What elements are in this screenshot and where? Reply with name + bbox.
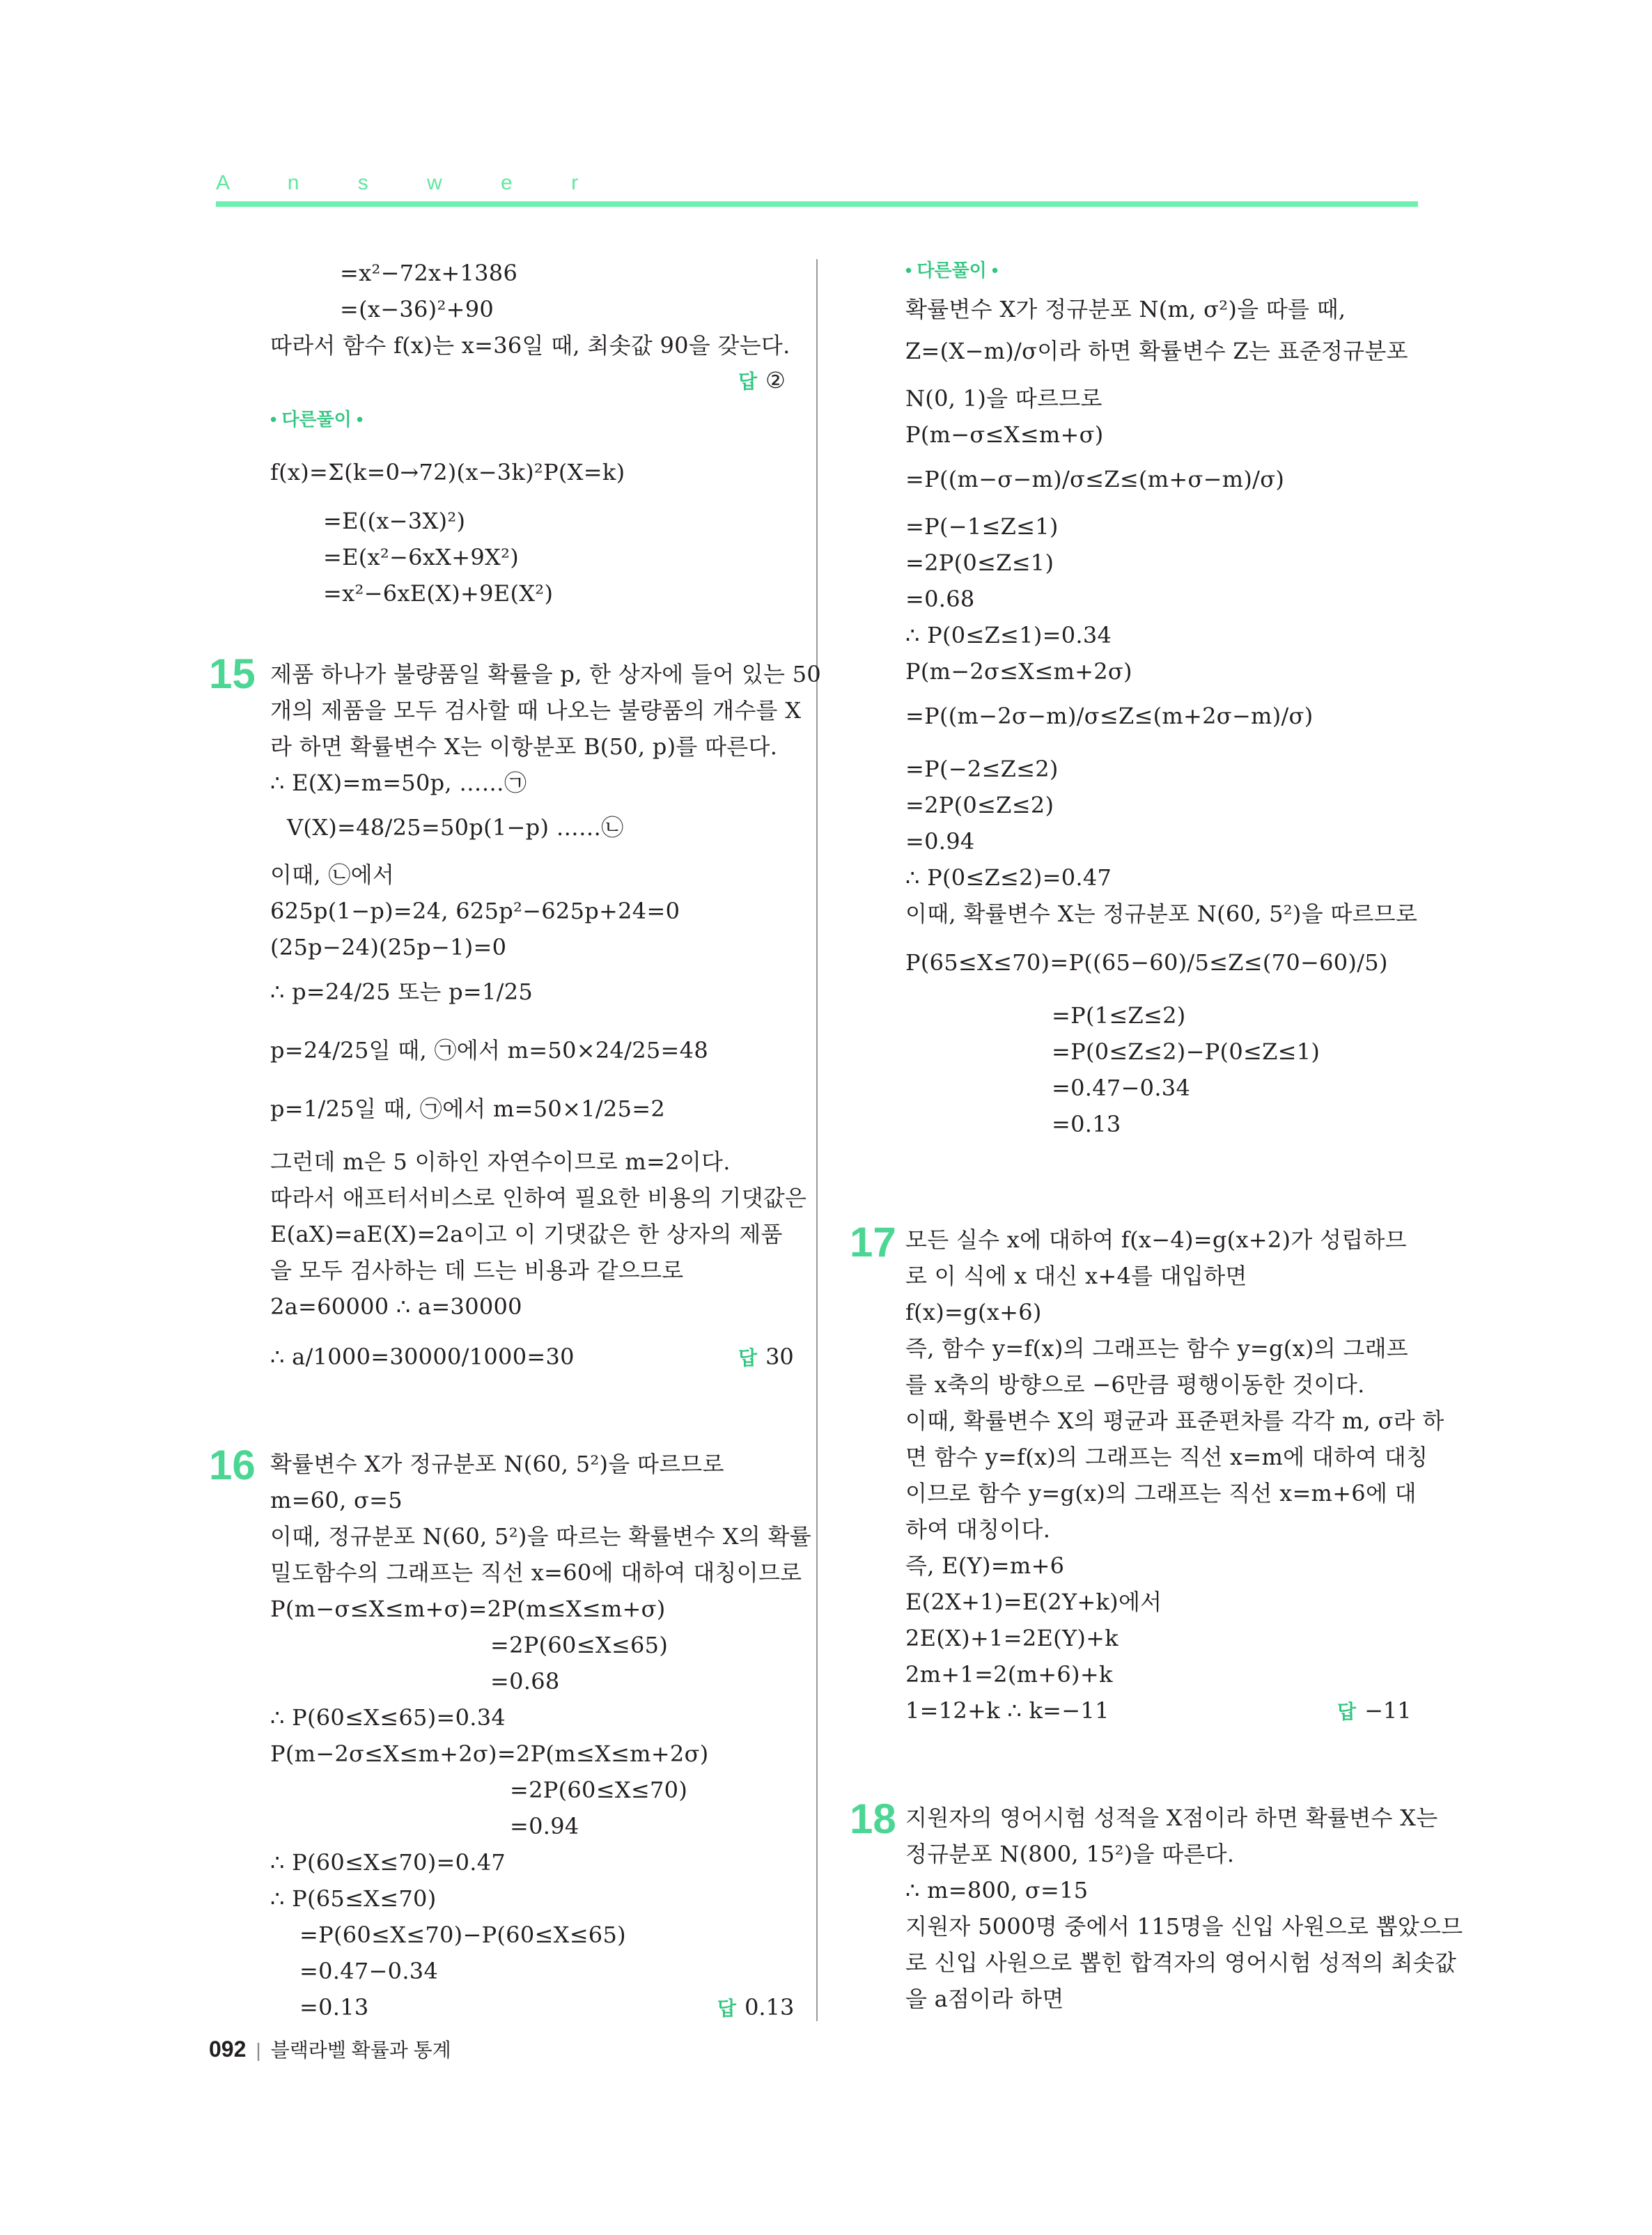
solution-line: =E(x²−6xX+9X²) bbox=[323, 544, 519, 570]
solution-line: 면 함수 y=f(x)의 그래프는 직선 x=m에 대하여 대칭 bbox=[905, 1444, 1428, 1470]
solution-line: ∴ m=800, σ=15 bbox=[905, 1877, 1089, 1903]
question-number-18: 18 bbox=[850, 1796, 896, 1842]
question-number-15: 15 bbox=[209, 651, 256, 697]
solution-line: 를 x축의 방향으로 −6만큼 평행이동한 것이다. bbox=[905, 1371, 1365, 1398]
solution-line: P(m−σ≤X≤m+σ)=2P(m≤X≤m+σ) bbox=[270, 1596, 666, 1622]
answer-value: ② bbox=[765, 367, 786, 394]
solution-line: 따라서 함수 f(x)는 x=36일 때, 최솟값 90을 갖는다. bbox=[270, 332, 790, 359]
solution-line: 625p(1−p)=24, 625p²−625p+24=0 bbox=[270, 898, 680, 924]
solution-line: 이때, ㉡에서 bbox=[270, 862, 395, 888]
answer-17 bbox=[1337, 1697, 1412, 1726]
solution-line: p=1/25일 때, ㉠에서 m=50×1/25=2 bbox=[270, 1096, 666, 1122]
solution-line: 을 모두 검사하는 데 드는 비용과 같으므로 bbox=[270, 1257, 684, 1284]
solution-line: 이때, 확률변수 X의 평균과 표준편차를 각각 m, σ라 하 bbox=[905, 1408, 1444, 1434]
solution-line: 확률변수 X가 정규분포 N(60, 5²)을 따르므로 bbox=[270, 1451, 724, 1477]
solution-line: P(m−2σ≤X≤m+2σ)=2P(m≤X≤m+2σ) bbox=[270, 1741, 709, 1767]
solution-line: m=60, σ=5 bbox=[270, 1487, 403, 1513]
answer-15 bbox=[738, 1343, 794, 1372]
solution-line: P(m−2σ≤X≤m+2σ) bbox=[905, 658, 1132, 685]
answer-tag: 답 bbox=[738, 371, 758, 392]
solution-line: 이때, 정규분포 N(60, 5²)을 따르는 확률변수 X의 확률 bbox=[270, 1523, 811, 1550]
solution-line: 확률변수 X가 정규분포 N(m, σ²)을 따를 때, bbox=[905, 296, 1346, 322]
solution-line: =P((m−σ−m)/σ≤Z≤(m+σ−m)/σ) bbox=[905, 466, 1285, 492]
answer-value: 0.13 bbox=[745, 1994, 795, 2020]
solution-line: =2P(0≤Z≤2) bbox=[905, 792, 1054, 818]
solution-line: V(X)=48/25=50p(1−p) ……㉡ bbox=[287, 814, 624, 841]
solution-line: =0.94 bbox=[905, 828, 975, 855]
alt-solution-label: • 다른풀이 • bbox=[905, 260, 999, 281]
solution-line: 제품 하나가 불량품일 확률을 p, 한 상자에 들어 있는 50 bbox=[270, 661, 822, 687]
solution-line: N(0, 1)을 따르므로 bbox=[905, 385, 1102, 412]
solution-line: =x²−72x+1386 bbox=[340, 260, 518, 286]
answer-14 bbox=[738, 366, 786, 396]
solution-line: 이때, 확률변수 X는 정규분포 N(60, 5²)을 따르므로 bbox=[905, 901, 1418, 927]
solution-line: 하여 대칭이다. bbox=[905, 1516, 1051, 1543]
solution-line: 로 이 식에 x 대신 x+4를 대입하면 bbox=[905, 1263, 1247, 1289]
solution-line: =P(60≤X≤70)−P(60≤X≤65) bbox=[299, 1922, 626, 1948]
page-footer bbox=[209, 2035, 451, 2063]
solution-line: ∴ P(60≤X≤65)=0.34 bbox=[270, 1704, 506, 1731]
solution-line: P(65≤X≤70)=P((65−60)/5≤Z≤(70−60)/5) bbox=[905, 949, 1388, 976]
solution-line: =P(0≤Z≤2)−P(0≤Z≤1) bbox=[1052, 1038, 1320, 1065]
alt-solution-label: • 다른풀이 • bbox=[270, 409, 364, 430]
solution-line: 2m+1=2(m+6)+k bbox=[905, 1661, 1113, 1688]
solution-line: 지원자의 영어시험 성적을 X점이라 하면 확률변수 X는 bbox=[905, 1805, 1438, 1831]
solution-line: E(2X+1)=E(2Y+k)에서 bbox=[905, 1589, 1162, 1615]
book-title: 블랙라벨 확률과 통계 bbox=[270, 2039, 451, 2061]
solution-line: =0.13 bbox=[1052, 1111, 1121, 1137]
solution-line: =P(−1≤Z≤1) bbox=[905, 513, 1059, 540]
solution-line: =2P(60≤X≤70) bbox=[510, 1777, 688, 1803]
solution-line: 즉, E(Y)=m+6 bbox=[905, 1552, 1065, 1579]
question-number-17: 17 bbox=[850, 1219, 896, 1266]
column-divider bbox=[816, 259, 818, 2021]
solution-line: 정규분포 N(800, 15²)을 따른다. bbox=[905, 1841, 1235, 1867]
answer-16 bbox=[717, 1993, 794, 2023]
answer-tag: 답 bbox=[717, 1998, 737, 2019]
solution-line: 밀도함수의 그래프는 직선 x=60에 대하여 대칭이므로 bbox=[270, 1559, 802, 1586]
solution-line: =0.47−0.34 bbox=[1052, 1075, 1191, 1101]
solution-line: 을 a점이라 하면 bbox=[905, 1986, 1064, 2012]
solution-line: E(aX)=aE(X)=2a이고 이 기댓값은 한 상자의 제품 bbox=[270, 1221, 783, 1247]
solution-line: ∴ P(65≤X≤70) bbox=[270, 1885, 437, 1912]
answer-tag: 답 bbox=[738, 1347, 758, 1369]
footer-separator: | bbox=[256, 2039, 261, 2061]
solution-line: 라 하면 확률변수 X는 이항분포 B(50, p)를 따른다. bbox=[270, 733, 778, 760]
solution-line: 개의 제품을 모두 검사할 때 나오는 불량품의 개수를 X bbox=[270, 697, 802, 724]
solution-line: =E((x−3X)²) bbox=[323, 508, 466, 534]
question-number-16: 16 bbox=[209, 1442, 256, 1488]
header-rule bbox=[216, 201, 1418, 207]
solution-line: =x²−6xE(X)+9E(X²) bbox=[323, 580, 554, 607]
solution-line: 2E(X)+1=2E(Y)+k bbox=[905, 1625, 1119, 1651]
solution-line: 2a=60000 ∴ a=30000 bbox=[270, 1293, 522, 1320]
solution-line: =0.68 bbox=[905, 586, 975, 612]
solution-line: ∴ P(60≤X≤70)=0.47 bbox=[270, 1849, 506, 1876]
solution-line: ∴ P(0≤Z≤1)=0.34 bbox=[905, 622, 1112, 648]
page-number: 092 bbox=[209, 2037, 247, 2062]
solution-line: =P((m−2σ−m)/σ≤Z≤(m+2σ−m)/σ) bbox=[905, 703, 1314, 729]
answer-tag: 답 bbox=[1337, 1701, 1357, 1722]
solution-line: 로 신입 사원으로 뽑힌 합격자의 영어시험 성적의 최솟값 bbox=[905, 1949, 1457, 1976]
solution-line: =0.13 bbox=[299, 1994, 369, 2020]
solution-line: ∴ p=24/25 또는 p=1/25 bbox=[270, 979, 533, 1005]
solution-line: ∴ a/1000=30000/1000=30 bbox=[270, 1344, 575, 1370]
solution-line: =2P(60≤X≤65) bbox=[490, 1632, 669, 1658]
solution-line: Z=(X−m)/σ이라 하면 확률변수 Z는 표준정규분포 bbox=[905, 338, 1408, 364]
solution-line: 그런데 m은 5 이하인 자연수이므로 m=2이다. bbox=[270, 1148, 731, 1175]
solution-line: 지원자 5000명 중에서 115명을 신입 사원으로 뽑았으므 bbox=[905, 1913, 1463, 1940]
solution-line: 모든 실수 x에 대하여 f(x−4)=g(x+2)가 성립하므 bbox=[905, 1226, 1407, 1253]
solution-line: =P(−2≤Z≤2) bbox=[905, 756, 1059, 782]
solution-line: 이므로 함수 y=g(x)의 그래프는 직선 x=m+6에 대 bbox=[905, 1480, 1417, 1506]
solution-line: =0.47−0.34 bbox=[299, 1958, 439, 1984]
solution-line: ∴ P(0≤Z≤2)=0.47 bbox=[905, 864, 1112, 891]
solution-line: =2P(0≤Z≤1) bbox=[905, 550, 1054, 576]
solution-line: =0.68 bbox=[490, 1668, 560, 1695]
solution-line: 따라서 애프터서비스로 인하여 필요한 비용의 기댓값은 bbox=[270, 1185, 807, 1211]
solution-line: =P(1≤Z≤2) bbox=[1052, 1002, 1186, 1029]
header-answer-label: A n s w e r bbox=[216, 171, 605, 194]
answer-value: −11 bbox=[1364, 1697, 1412, 1724]
solution-line: (25p−24)(25p−1)=0 bbox=[270, 934, 507, 960]
solution-line: P(m−σ≤X≤m+σ) bbox=[905, 421, 1104, 448]
solution-line: 즉, 함수 y=f(x)의 그래프는 함수 y=g(x)의 그래프 bbox=[905, 1335, 1409, 1362]
solution-line: p=24/25일 때, ㉠에서 m=50×24/25=48 bbox=[270, 1037, 708, 1064]
solution-line: ∴ E(X)=m=50p, ……㉠ bbox=[270, 770, 527, 796]
solution-line: 1=12+k ∴ k=−11 bbox=[905, 1697, 1109, 1724]
solution-line: =(x−36)²+90 bbox=[340, 296, 494, 322]
solution-line: =0.94 bbox=[510, 1813, 579, 1839]
solution-line: f(x)=Σ(k=0→72)(x−3k)²P(X=k) bbox=[270, 459, 625, 485]
solution-line: f(x)=g(x+6) bbox=[905, 1299, 1042, 1325]
answer-value: 30 bbox=[765, 1344, 794, 1370]
